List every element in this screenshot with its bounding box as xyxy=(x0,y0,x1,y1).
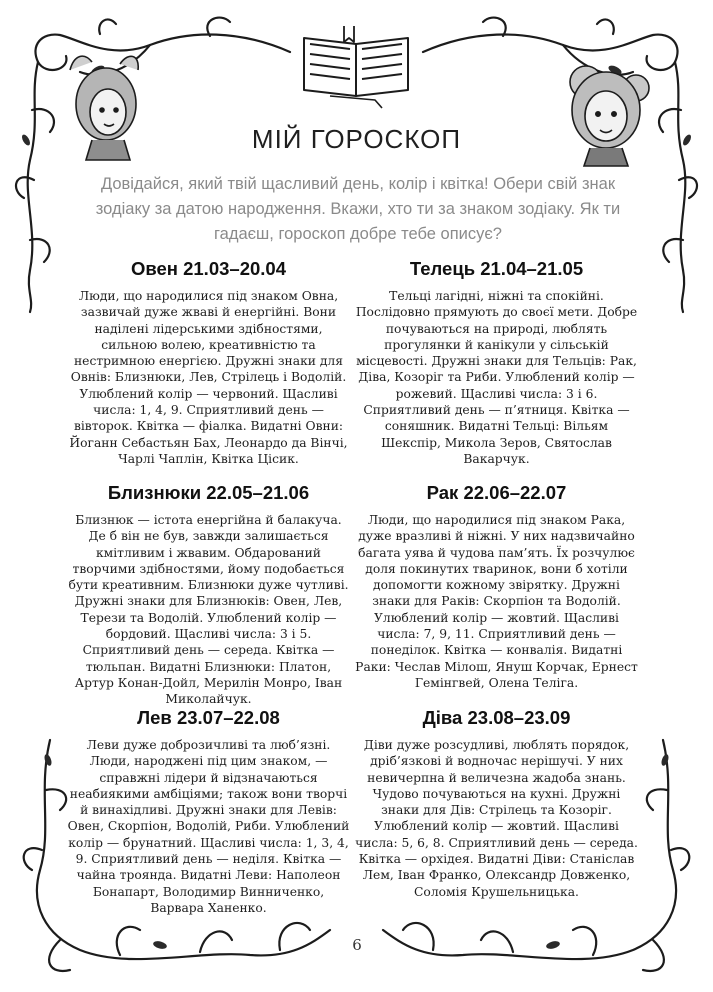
sign-block-cancer xyxy=(354,482,639,691)
open-book-icon xyxy=(304,26,408,108)
sign-block-aries xyxy=(66,258,351,467)
sign-heading-cancer: Рак 22.06–22.07 xyxy=(426,482,567,503)
sign-heading-virgo: Діва 23.08–23.09 xyxy=(422,707,571,728)
sign-block-virgo xyxy=(354,707,639,900)
sign-heading-aries: Овен 21.03–20.04 xyxy=(130,258,286,279)
sign-heading-leo: Лев 23.07–22.08 xyxy=(137,707,280,728)
sign-heading-gemini: Близнюки 22.05–21.06 xyxy=(107,482,310,503)
sign-block-taurus xyxy=(354,258,639,467)
page-number: 6 xyxy=(352,936,362,954)
sign-text-aries: Люди, що народилися під знаком Овна, зазвичай дуже жваві й енергійні. Вони наділені лідерськими здібностями, сильною волею, креативністю та нестримною енергією. Дружні знаки для Овнів: Близнюки, Лев, Стрілець і Водолій. Улюблений колір — червоний. Щасливі числа: 1, 4, 9. Сприятливий день — вівторок. Квітка — фіалка. Видатні Овни: Йоганн Себастьян Бах, Леонардо да Вінчі, Чарлі Чаплін, Квітка Цісик. xyxy=(69,289,348,466)
sign-text-leo: Леви дуже доброзичливі та люб’язні. Люди, народжені під цим знаком, — справжні лідери й відзначаються неабиякими амбіціями; також вони творчі й винахідливі. Дружні знаки для Левів: Овен, Скорпіон, Водолій, Риби. Улюблений колір — брунатний. Щасливі числа: 1, 3, 4, 9. Сприятливий день — неділя. Квітка — чайна троянда. Видатні Леви: Наполеон Бонапарт, Володимир Винниченко, Варвара Ханенко. xyxy=(67,738,350,915)
sign-heading-taurus: Телець 21.04–21.05 xyxy=(409,258,584,279)
sign-text-virgo: Діви дуже розсудливі, люблять порядок, дріб’язкові й водночас нерішучі. У них невичерпна й величезна жадоба знань. Чудово почуваються на кухні. Дружні знаки для Дів: Стрілець та Козоріг. Улюблений колір — жовтий. Щасливі числа: 5, 6, 8. Сприятливий день — середа. Квітка — орхідея. Видатні Діви: Станіслав Лем, Іван Франко, Олександр Довженко, Соломія Крушельницька. xyxy=(355,738,638,899)
sign-text-taurus: Тельці лагідні, ніжні та спокійні. Послідовно прямують до своєї мети. Добре почуваються на природі, люблять прогулянки й канікули у сільській місцевості. Дружні знаки для Тельців: Рак, Діва, Козоріг та Риби. Улюблений колір — рожевий. Щасливі числа: 3 і 6. Сприятливий день — п’ятниця. Квітка — соняшник. Видатні Тельці: Вільям Шекспір, Микола Зеров, Святослав Вакарчук. xyxy=(355,289,638,466)
intro-text: Довідайся, який твій щасливий день, колір і квітка! Обери свій знак зодіаку за датою народження. Вкажи, хто ти за знаком зодіаку. Як ти гадаєш, гороскоп добре тебе описує? xyxy=(95,175,621,243)
sign-text-gemini: Близнюк — істота енергійна й балакуча. Де б він не був, завжди залишається кмітливим і жвавим. Обдарований творчими здібностями, йому подобається бути креативним. Близнюки дуже чутливі. Дружні знаки для Близнюків: Овен, Лев, Терези та Водолій. Улюблений колір — бордовий. Щасливі числа: 3 і 5. Сприятливий день — середа. Квітка — тюльпан. Видатні Близнюки: Платон, Артур Конан-Дойл, Мерилін Монро, Іван Миколайчук. xyxy=(68,513,349,707)
sign-block-leo xyxy=(66,707,351,916)
page-title: МІЙ ГОРОСКОП xyxy=(251,124,462,154)
sign-block-gemini xyxy=(66,482,351,708)
sign-text-cancer: Люди, що народилися під знаком Рака, дуже вразливі й ніжні. У них надзвичайно багата уява й чудова пам’ять. Їх розчулює доля покинутих тваринок, вони б хотіли допомогти кожному звірятку. Дружні знаки для Раків: Скорпіон та Водолій. Улюблений колір — жовтий. Щасливі числа: 7, 9, 11. Сприятливий день — понеділок. Квітка — конвалія. Видатні Раки: Чеслав Мілош, Януш Корчак, Ернест Гемінгвей, Олена Теліга. xyxy=(355,513,638,690)
